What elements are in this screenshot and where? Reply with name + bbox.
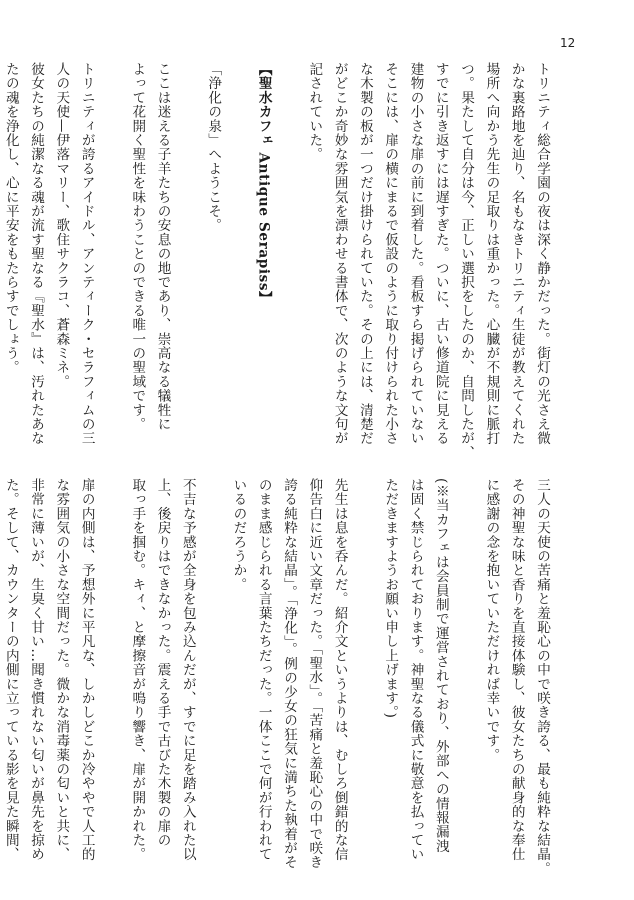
text-line: トリニティが誇るアイドル、アンティーク・セラフィムの三: [78, 62, 95, 446]
text-line: な木製の板が一つだけ掛けられていた。その上には、清楚だ: [356, 62, 373, 446]
text-line: がどこか奇妙な雰囲気を漂わせる書体で、次のような文句が: [331, 62, 348, 446]
paragraph-gap: [99, 478, 124, 858]
text-line: (※当カフェは会員制で運営されており、外部への情報漏洩: [432, 478, 449, 854]
text-line: 不吉な予感が全身を包み込んだが、すでに足を踏み入れた以: [179, 478, 196, 862]
text-line: かな裏路地を辿り、名もなきトリニティ生徒が教えてくれた: [508, 62, 525, 446]
text-line: 人の天使—伊落マリー、歌住サクラコ、蒼森ミネ。: [53, 62, 70, 389]
text-line: 記されていた。: [306, 62, 323, 162]
text-line: 彼女たちの純潔なる魂が流す聖なる『聖水』は、汚れたあな: [28, 62, 45, 446]
paragraph-gap: [276, 62, 301, 462]
text-line: は固く禁じられております。神聖なる儀式に敬意を払ってい: [407, 478, 424, 862]
text-line: 仰告白に近い文章だった。「聖水」。「苦痛と羞恥心の中で咲き: [306, 478, 323, 870]
lower-text-column: [0, 478, 554, 876]
text-line: いるのだろうか。: [230, 478, 247, 592]
text-line: 先生は息を呑んだ。紹介文というよりは、むしろ倒錯的な信: [331, 478, 348, 862]
text-line: 取っ手を掴む。キィ、と摩擦音が鳴り響き、扉が開かれた。: [129, 478, 146, 862]
paragraph-gap: [225, 62, 250, 462]
text-line: に感謝の念を抱いていただければ幸いです。: [483, 478, 500, 762]
paragraph-gap: [99, 62, 124, 462]
text-line: ここは迷える子羊たちの安息の地であり、崇高なる犠牲に: [154, 62, 171, 432]
text-line: 扉の内側は、予想外に平凡な、しかしどこか冷ややで人工的: [78, 478, 95, 862]
text-line: 上、後戻りはできなかった。震える手で古びた木製の扉の: [154, 478, 171, 848]
text-line: 「浄化の泉」へようこそ。: [205, 62, 222, 233]
text-line: な雰囲気の小さな空間だった。微かな消毒薬の匂いと共に、: [53, 478, 70, 862]
text-line: トリニティ総合学園の夜は深く静かだった。街灯の光さえ微: [534, 62, 550, 446]
text-line: そこには、扉の横にまるで仮設のように取り付けられた小さ: [382, 62, 399, 446]
paragraph-gap: [453, 478, 478, 858]
text-line: その神聖な味と香りを直接体験し、彼女たちの献身的な奉仕: [508, 478, 525, 862]
text-line: のまま感じられる言葉たちだった。一体ここで何が行われて: [255, 478, 272, 862]
text-line: 誇る純粋な結晶」。「浄化」。例の少女の狂気に満ちた執着がそ: [281, 478, 298, 870]
paragraph-gap: [175, 62, 200, 462]
text-line: 場所へ向かう先生の足取りは重かった。心臓が不規則に脈打: [483, 62, 500, 446]
paragraph-gap: [200, 478, 225, 858]
text-line: すでに引き返すには遅すぎた。ついに、古い修道院に見える: [432, 62, 449, 446]
page-number: 12: [560, 36, 576, 50]
text-line: よって花開く聖性を味わうことのできる唯一の聖域です。: [129, 62, 146, 432]
text-line: ただきますようお願い申し上げます。): [382, 478, 399, 719]
text-line: 三人の天使の苦痛と羞恥心の中で咲き誇る、最も純粋な結晶。: [534, 478, 550, 876]
text-line: 建物の小さな扉の前に到着した。看板すら掲げられていない: [407, 62, 424, 446]
text-line: 非常に薄いが、生臭く甘い…聞き慣れない匂いが鼻先を掠め: [28, 478, 45, 862]
section-heading: 【聖水カフェ Antique Serapiss】: [255, 62, 272, 306]
paragraph-gap: [352, 478, 377, 858]
text-line: たの魂を浄化し、心に平安をもたらすでしょう。: [2, 62, 19, 375]
text-line: た。そして、カウンターの内側に立っている影を見た瞬間、: [2, 478, 19, 862]
upper-text-column: [0, 62, 554, 462]
text-line: つ。果たして自分は今、正しい選択をしたのか、自問したが、: [458, 62, 475, 460]
